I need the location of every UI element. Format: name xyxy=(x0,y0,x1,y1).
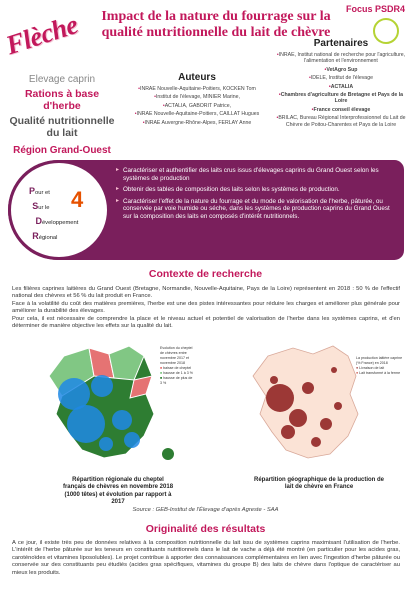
contexte-paragraph: Face à la volatilité du coût des matières premières, l'herbe est une des pistes intéressantes pour réduire les charges et améliorer plus générale pour améliorer la durabilité des élevages. xyxy=(12,300,400,315)
cheptel-legend: Evolution du cheptel de chèvres entre novembre 2017 et novembre 2018 ■ baisse de cheptel ■ hausse de 1 à 3 % ■ hausse de plus de 3 % xyxy=(160,346,193,385)
cheptel-map-caption: Répartition régionale du cheptel français de chèvres en novembre 2018 (1000 têtes) et évolution par rapport à 2017 xyxy=(62,477,174,506)
objectives-panel xyxy=(8,160,404,260)
auteur-item: • ACTALIA, GABORIT Patrice, xyxy=(124,103,270,109)
contexte-paragraph: Les filières caprines laitières du Grand Ouest (Bretagne, Normandie, Nouvelle-Aquitaine, Pays de la Loire) représentent en 2018 : 50 % de l'effectif national des chèvres et 56 % du lait produit en France. xyxy=(12,286,400,300)
originalite-heading: Originalité des résultats xyxy=(145,523,266,535)
auteur-item: • Institut de l'élevage, MINIER Marine, xyxy=(124,94,270,100)
partenaire-item: • Chambres d'agriculture de Bretagne et Pays de la Loire xyxy=(276,92,406,105)
partenaire-item: • INRAE, Institut national de recherche pour l'agriculture, l'alimentation et l'environnement xyxy=(276,52,406,65)
region-label: Région Grand-Ouest xyxy=(13,145,111,156)
fleche-logo: Flèche xyxy=(2,9,82,61)
partenaire-item: • VetAgro Sup xyxy=(276,67,406,73)
objective-item: ▸ Caractériser l'effet de la nature du fourrage et du mode de valorisation de l'herbe, pâturée, ou conservée par voie humide ou séche, dans les systèmes de production caprins du Grand Ouest sur la composition des laits en composés d'intérêt nutritionnels. xyxy=(116,198,398,221)
originalite-text: A ce jour, il existe très peu de données relatives à la composition nutritionnelle du lait issu de systèmes caprins maximisant l'utilisation de l'herbe. L'intérêt de l'herbe pâturée sur les teneurs en constituants nutritionnels dans le lait de vache a déjà été montré (en particulier pour les acides gras, caroténoïdes et vitamines liposolubles). Le projet contribue à apporter des connaissances complémentaires en lien avec l'ingestion d'herbe pâturée ou conservée sur des constituants peu étudiés (acides gras spécifiques, vitamines du groupe B) des laits de chèvre dans l'optique de caractériser au mieux les produits. xyxy=(12,540,400,576)
auteur-item: • INRAE Nouvelle-Aquitaine-Poitiers, KOCKEN Tom xyxy=(124,86,270,92)
project-keywords xyxy=(8,74,116,156)
partenaire-item: • BRILAC, Bureau Régional Interprofessionnel du Lait de Chèvre de Poitou-Charentes et Pays de la Loire xyxy=(276,115,406,128)
partenaire-item: • France conseil élevage xyxy=(276,107,406,113)
elevage-label: Elevage caprin xyxy=(28,74,96,85)
focus-label: Focus PSDR4 xyxy=(345,4,405,14)
auteurs-heading: Auteurs xyxy=(178,72,216,83)
rations-label: Rations à base d'herbe xyxy=(24,88,100,112)
psdr-badge xyxy=(8,160,110,260)
partenaire-item: • IDELE, Institut de l'élevage xyxy=(276,75,406,81)
psdr-number: 4 xyxy=(71,187,84,212)
auteurs-block xyxy=(124,72,270,128)
page-title: Impact de la nature du fourrage sur la qualité nutritionnelle du lait de chèvre xyxy=(101,9,331,40)
qualite-label: Qualité nutritionnelle du lait xyxy=(9,115,115,139)
contexte-paragraph: Pour cela, il est nécessaire de comprendre la place et le niveau actuel et potentiel de valorisation de l'herbe dans les systèmes caprins, et d'en déterminer de manière objective les effets sur la qualité du lait. xyxy=(12,315,400,330)
auteur-item: • INRAE Auvergne-Rhône-Alpes, FERLAY Anne xyxy=(124,120,270,126)
partenaires-block xyxy=(276,38,406,130)
partenaires-heading: Partenaires xyxy=(313,38,369,49)
partenaire-item: • ACTALIA xyxy=(276,84,406,90)
objective-item: ▸ Obtenir des tables de composition des laits selon les systèmes de production. xyxy=(116,186,398,194)
contexte-text xyxy=(12,286,400,330)
objectives-list xyxy=(116,167,398,225)
production-legend: La production laitière caprine (% France) en 2018 ● Livraison de lait ● Lait transformé à la ferme xyxy=(356,356,403,375)
contexte-heading: Contexte de recherche xyxy=(148,268,263,280)
maps-source: Source : GEB-Institut de l'Élevage d'après Agreste - SAA xyxy=(132,507,279,513)
objective-item: ▸ Caractériser et authentifier des laits crus issus d'élevages caprins du Grand Ouest selon les systèmes de production xyxy=(116,167,398,182)
auteur-item: • INRAE Nouvelle-Aquitaine-Poitiers, CAILLAT Hugues xyxy=(124,111,270,117)
production-map-caption: Répartition géographique de la production de lait de chèvre en France xyxy=(254,477,385,491)
psdr-acronym: Pour et Sur le Développement Régional xyxy=(29,186,79,241)
